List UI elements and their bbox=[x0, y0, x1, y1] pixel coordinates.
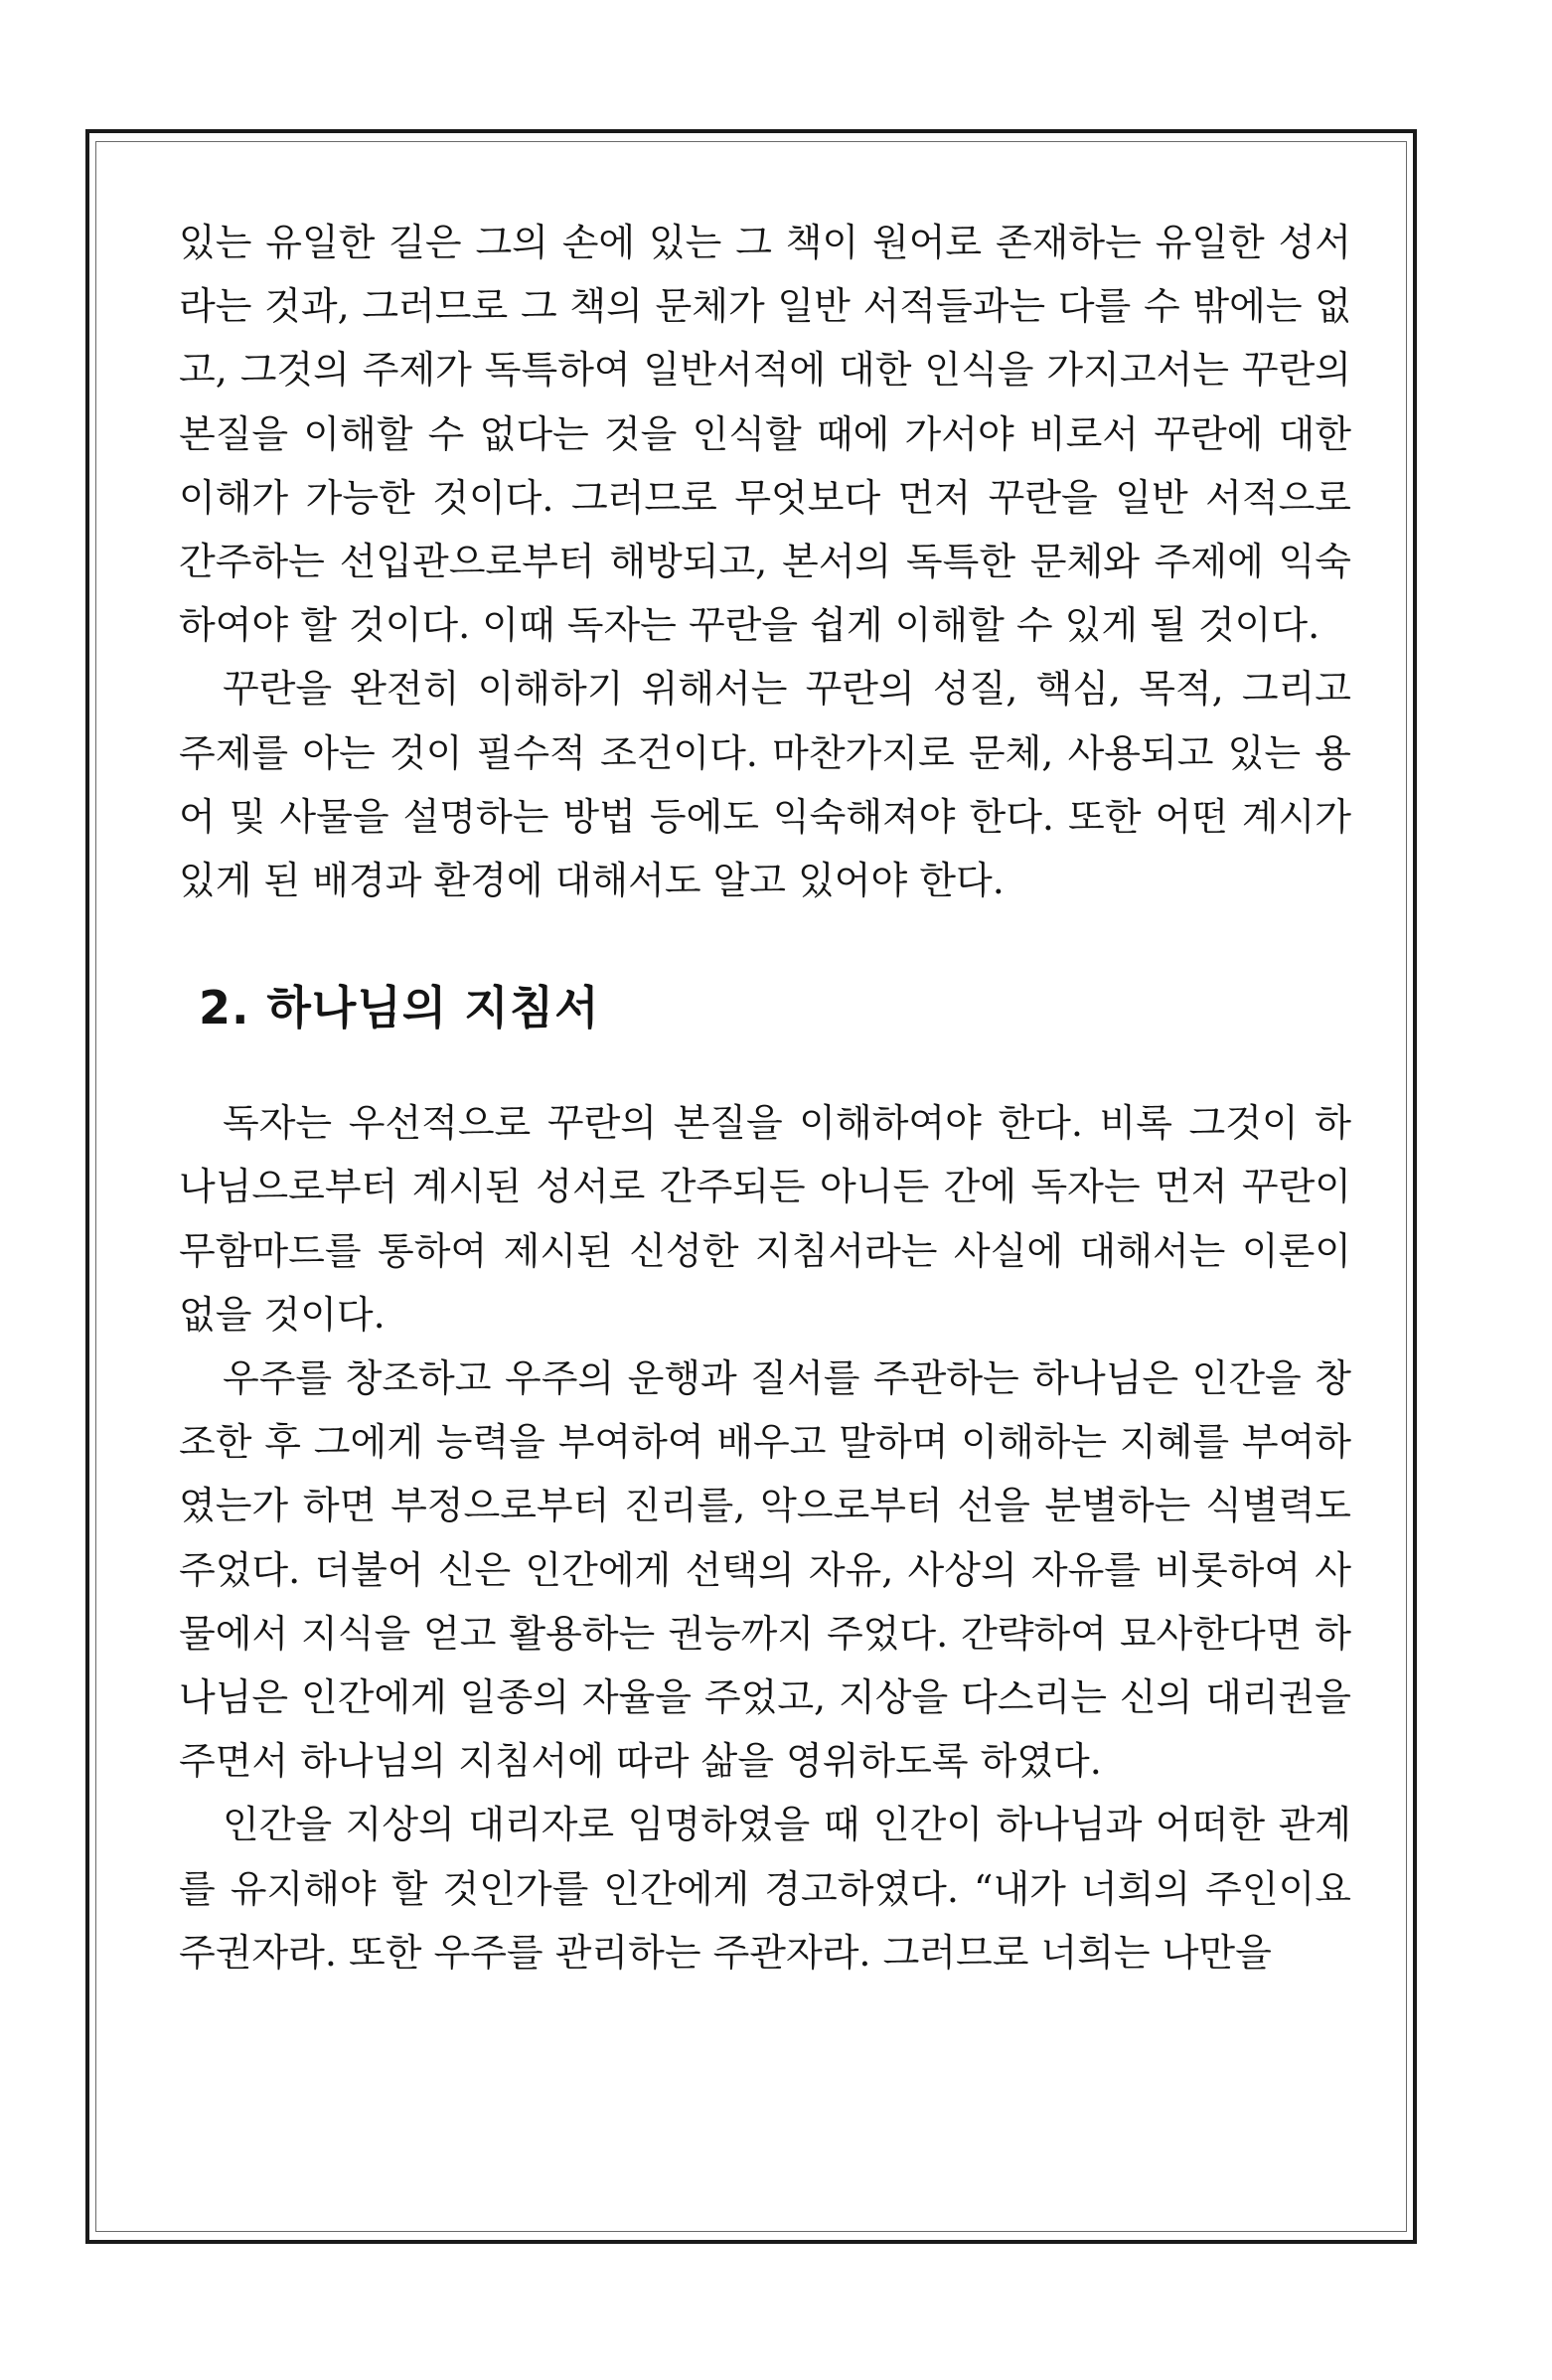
paragraph-text: 독자는 우선적으로 꾸란의 본질을 이해하여야 한다. 비록 그것이 하나님으로부터 계시된 성서로 간주되든 아니든 간에 독자는 먼저 꾸란이 무함마드를 통하여 제시된 신성한 지침서라는 사실에 대해서는 이론이 없을 것이다. bbox=[179, 1101, 1351, 1337]
paragraph-text: 인간을 지상의 대리자로 임명하였을 때 인간이 하나님과 어떠한 관계를 유지해야 할 것인가를 인간에게 경고하였다. “내가 너희의 주인이요 주권자라. 또한 우주를 관리하는 주관자라. 그러므로 너희는 나만을 bbox=[179, 1803, 1351, 1975]
paragraph-text: 있는 유일한 길은 그의 손에 있는 그 책이 원어로 존재하는 유일한 성서라는 것과, 그러므로 그 책의 문체가 일반 서적들과는 다를 수 밖에는 없고, 그것의 주제가 독특하여 일반서적에 대한 인식을 가지고서는 꾸란의 본질을 이해할 수 없다는 것을 인식할 때에 가서야 비로서 꾸란에 대한 이해가 가능한 것이다. 그러므로 무엇보다 먼저 꾸란을 일반 서적으로 간주하는 선입관으로부터 해방되고, 본서의 독특한 문체와 주제에 익숙하여야 할 것이다. 이때 독자는 꾸란을 쉽게 이해할 수 있게 될 것이다. bbox=[179, 221, 1351, 648]
paragraph bbox=[179, 1091, 1351, 1347]
section-heading: 2. 하나님의 지침서 bbox=[199, 981, 600, 1035]
paragraph bbox=[179, 657, 1351, 912]
paragraph bbox=[179, 1347, 1351, 1793]
paragraph-text: 꾸란을 완전히 이해하기 위해서는 꾸란의 성질, 핵심, 목적, 그리고 주제를 아는 것이 필수적 조건이다. 마찬가지로 문체, 사용되고 있는 용어 및 사물을 설명하는 방법 등에도 익숙해져야 한다. 또한 어떤 계시가 있게 된 배경과 환경에 대해서도 알고 있어야 한다. bbox=[179, 667, 1351, 903]
paragraph-text: 우주를 창조하고 우주의 운행과 질서를 주관하는 하나님은 인간을 창조한 후 그에게 능력을 부여하여 배우고 말하며 이해하는 지혜를 부여하였는가 하면 부정으로부터 진리를, 악으로부터 선을 분별하는 식별력도 주었다. 더불어 신은 인간에게 선택의 자유, 사상의 자유를 비롯하여 사물에서 지식을 얻고 활용하는 권능까지 주었다. 간략하여 묘사한다면 하나님은 인간에게 일종의 자율을 주었고, 지상을 다스리는 신의 대리권을 주면서 하나님의 지침서에 따라 삶을 영위하도록 하였다. bbox=[179, 1356, 1351, 1784]
page-content bbox=[179, 211, 1351, 1984]
paragraph bbox=[179, 1793, 1351, 1984]
paragraph bbox=[179, 211, 1351, 657]
